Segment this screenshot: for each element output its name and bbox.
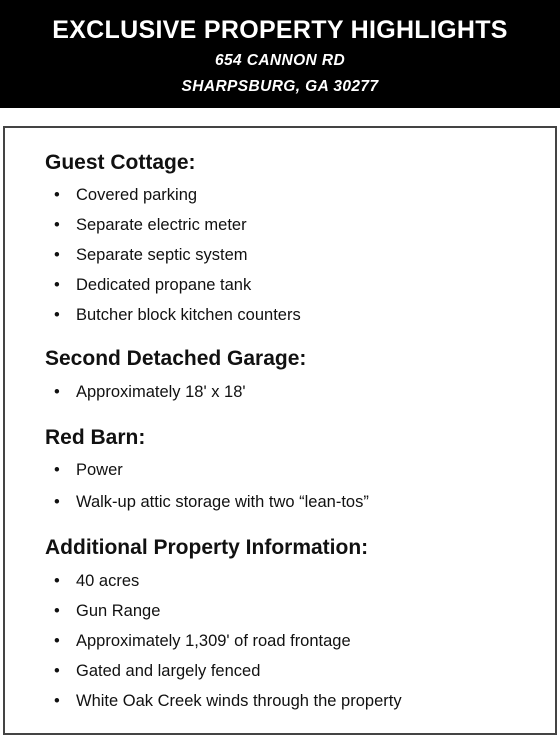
bullet-icon: • xyxy=(54,632,60,650)
header-banner xyxy=(0,0,560,108)
address-line-city: SHARPSBURG, GA 30277 xyxy=(181,78,379,95)
bullet-icon: • xyxy=(54,572,60,590)
list-item-text: Walk-up attic storage with two “lean-tos” xyxy=(76,493,369,511)
page-title: EXCLUSIVE PROPERTY HIGHLIGHTS xyxy=(52,16,508,44)
highlights-panel xyxy=(3,126,557,735)
list-item-text: Separate electric meter xyxy=(76,216,247,234)
list-item-text: Gun Range xyxy=(76,602,161,620)
section-heading-second-detached-garage: Second Detached Garage: xyxy=(45,347,307,370)
address-line-street: 654 CANNON RD xyxy=(214,52,346,69)
list-item-text: Dedicated propane tank xyxy=(76,276,252,294)
list-item-text: Separate septic system xyxy=(76,246,248,264)
bullet-icon: • xyxy=(54,602,60,620)
bullet-icon: • xyxy=(54,186,60,204)
bullet-icon: • xyxy=(54,461,60,479)
bullet-icon: • xyxy=(54,216,60,234)
list-item-text: White Oak Creek winds through the property xyxy=(76,692,402,710)
section-heading-red-barn: Red Barn: xyxy=(45,426,146,449)
list-item-text: Gated and largely fenced xyxy=(76,662,261,680)
bullet-icon: • xyxy=(54,276,60,294)
list-item-text: Power xyxy=(76,461,123,479)
section-heading-guest-cottage: Guest Cottage: xyxy=(45,151,196,174)
list-item-text: Butcher block kitchen counters xyxy=(76,306,301,324)
bullet-icon: • xyxy=(54,306,60,324)
bullet-icon: • xyxy=(54,692,60,710)
list-item-text: Covered parking xyxy=(76,186,198,204)
section-heading-additional-property-information: Additional Property Information: xyxy=(45,536,369,559)
bullet-icon: • xyxy=(54,662,60,680)
list-item-text: Approximately 18' x 18' xyxy=(76,383,246,401)
bullet-icon: • xyxy=(54,383,60,401)
bullet-icon: • xyxy=(54,246,60,264)
list-item-text: 40 acres xyxy=(76,572,140,590)
list-item-text: Approximately 1,309' of road frontage xyxy=(76,632,351,650)
bullet-icon: • xyxy=(54,493,60,511)
